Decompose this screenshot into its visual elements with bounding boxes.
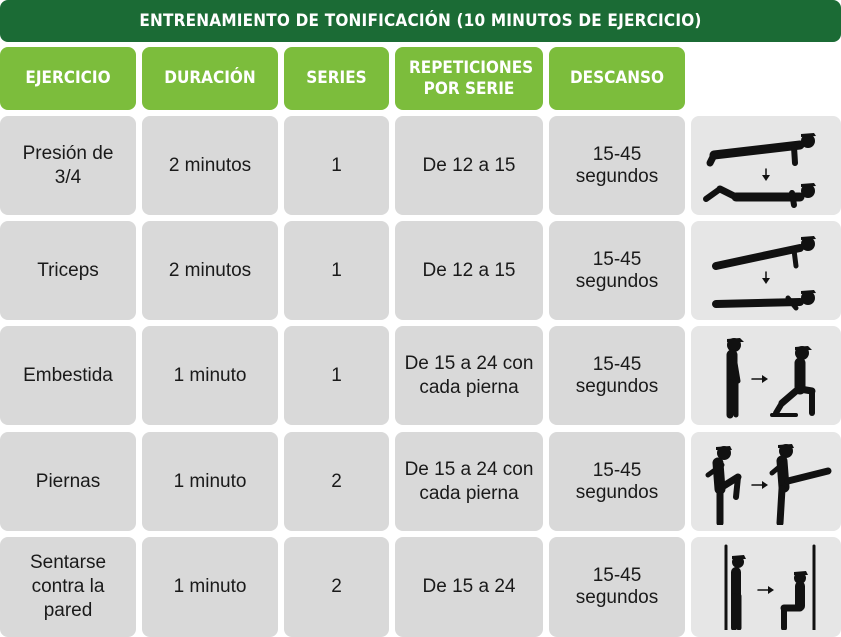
cell-duracion: 2 minutos [142,116,278,215]
column-header-duracion: DURACIÓN [142,47,278,110]
cell-ejercicio: Triceps [0,221,136,320]
cell-repeticiones: De 15 a 24 [395,537,543,637]
cell-series: 2 [284,432,389,531]
cell-duracion: 1 minuto [142,326,278,425]
cell-ejercicio: Embestida [0,326,136,425]
column-header-ejercicio: EJERCICIO [0,47,136,110]
cell-descanso: 15-45 segundos [549,116,685,215]
cell-descanso: 15-45 segundos [549,221,685,320]
triceps-pushup-icon [691,221,841,320]
cell-duracion: 1 minuto [142,432,278,531]
cell-descanso: 15-45 segundos [549,326,685,425]
cell-repeticiones: De 15 a 24 con cada pierna [395,326,543,425]
cell-series: 2 [284,537,389,637]
column-header-series: SERIES [284,47,389,110]
column-header-descanso: DESCANSO [549,47,685,110]
cell-repeticiones: De 12 a 15 [395,221,543,320]
column-header-repeticiones: REPETICIONES POR SERIE [395,47,543,110]
cell-duracion: 2 minutos [142,221,278,320]
cell-series: 1 [284,326,389,425]
cell-ejercicio: Presión de 3/4 [0,116,136,215]
wall-sit-icon [691,537,841,637]
cell-descanso: 15-45 segundos [549,537,685,637]
cell-duracion: 1 minuto [142,537,278,637]
lunge-icon [691,326,841,425]
cell-series: 1 [284,221,389,320]
cell-ejercicio: Piernas [0,432,136,531]
table-title: ENTRENAMIENTO DE TONIFICACIÓN (10 MINUTOS DE EJERCICIO) [0,0,841,42]
leg-kick-icon [691,432,841,531]
knee-pushup-icon [691,116,841,215]
cell-ejercicio: Sentarse contra la pared [0,537,136,637]
cell-series: 1 [284,116,389,215]
cell-repeticiones: De 15 a 24 con cada pierna [395,432,543,531]
cell-descanso: 15-45 segundos [549,432,685,531]
cell-repeticiones: De 12 a 15 [395,116,543,215]
